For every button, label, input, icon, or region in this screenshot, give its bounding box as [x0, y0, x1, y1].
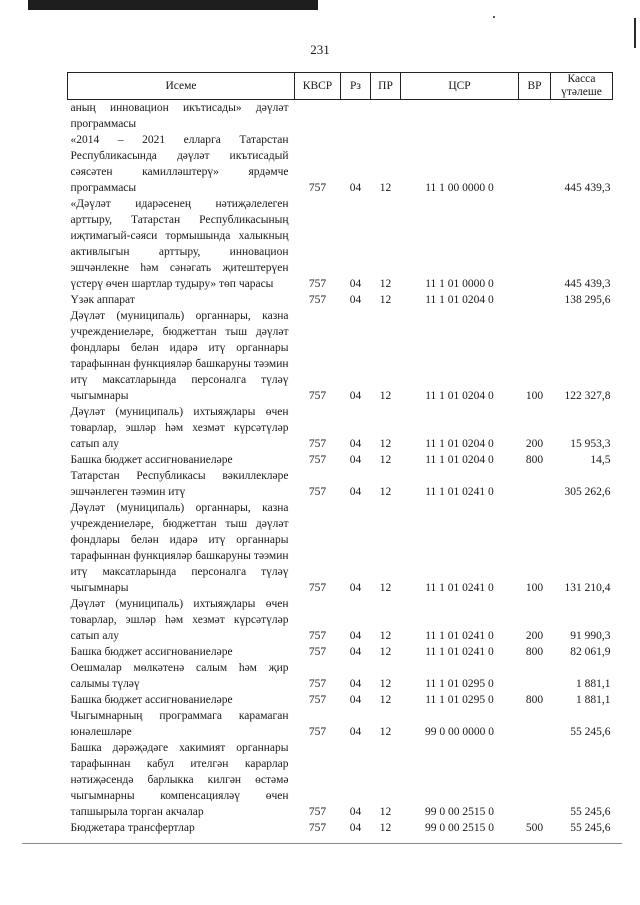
cell-name: Дәүләт (муниципаль) органнары, казна учреждениеләре, бюджеттан тыш дәүләт фондлары белән идарә итү органнары тарафыннан функцияләр башкаруны тәэмин итү максатларында персоналга түләү чыгымнары	[70, 310, 289, 402]
cell-amount: 55 245,6	[570, 822, 611, 834]
table-row	[68, 452, 613, 468]
cell-vr: 800	[525, 646, 544, 658]
cell-amount: 14,5	[590, 454, 611, 466]
cell-pr: 12	[379, 630, 392, 642]
cell-kvsr: 757	[308, 278, 327, 290]
cell-kvsr	[295, 100, 341, 133]
table-row	[68, 404, 613, 452]
cell-csr: 11 1 01 0241 0	[425, 582, 494, 594]
cell-rz: 04	[349, 726, 362, 738]
cell-amount: 445 439,3	[564, 182, 611, 194]
cell-kvsr: 757	[308, 294, 327, 306]
cell-rz: 04	[349, 806, 362, 818]
header-amount: Касса үтәлеше	[551, 73, 613, 100]
cell-pr: 12	[379, 182, 392, 194]
cell-rz: 04	[349, 486, 362, 498]
cell-name: «Дәүләт идарәсенең нәтиҗәлелеген арттыру, Татарстан Республикасының иҗтимагый-сәяси тормышында халыкның активлыгын арттыру, инновацион эшчәнлекне һәм сәнәгать җитештерүен үстерү өчен шартлар тудыру» төп чарасы	[70, 198, 289, 290]
cell-kvsr: 757	[308, 486, 327, 498]
cell-pr: 12	[379, 582, 392, 594]
cell-vr	[519, 708, 551, 740]
cell-csr: 11 1 01 0241 0	[425, 630, 494, 642]
cell-amount: 122 327,8	[564, 390, 611, 402]
cell-csr: 11 1 01 0241 0	[425, 646, 494, 658]
cell-csr: 99 0 00 2515 0	[425, 806, 494, 818]
table-row	[68, 660, 613, 692]
header-pr: ПР	[371, 73, 401, 100]
cell-pr: 12	[379, 694, 392, 706]
cell-pr: 12	[379, 294, 392, 306]
cell-csr: 11 1 01 0204 0	[425, 390, 494, 402]
cell-amount: 91 990,3	[570, 630, 611, 642]
cell-vr: 800	[525, 454, 544, 466]
cell-pr: 12	[379, 486, 392, 498]
cell-rz: 04	[349, 694, 362, 706]
table-row	[68, 692, 613, 708]
cell-vr: 200	[525, 438, 544, 450]
table-row	[68, 468, 613, 500]
cell-vr: 200	[525, 630, 544, 642]
table-row	[68, 596, 613, 644]
cell-csr: 11 1 01 0204 0	[425, 294, 494, 306]
cell-amount: 55 245,6	[570, 806, 611, 818]
cell-amount: 445 439,3	[564, 278, 611, 290]
cell-amount: 1 881,1	[576, 678, 611, 690]
cell-csr: 99 0 00 0000 0	[425, 726, 494, 738]
cell-pr: 12	[379, 438, 392, 450]
cell-amount	[551, 100, 613, 133]
cell-kvsr: 757	[308, 678, 327, 690]
cell-csr: 11 1 01 0295 0	[425, 678, 494, 690]
cell-kvsr: 757	[308, 390, 327, 402]
cell-name: Үзәк аппарат	[70, 294, 135, 306]
cell-amount: 305 262,6	[564, 486, 611, 498]
cell-amount: 131 210,4	[564, 582, 611, 594]
cell-vr: 100	[525, 390, 544, 402]
cell-name: Бюджетара трансфертлар	[70, 822, 195, 834]
cell-rz: 04	[349, 678, 362, 690]
cell-vr	[519, 292, 551, 308]
cell-kvsr: 757	[308, 438, 327, 450]
scan-border-top	[28, 0, 318, 10]
cell-name: Татарстан Республикасы вәкиллекләре эшчәнлеген тәэмин итү	[70, 470, 289, 498]
cell-name: Дәүләт (муниципаль) ихтыяҗлары өчен товарлар, эшләр һәм хезмәт күрсәтүләр сатып алу	[70, 406, 289, 450]
cell-csr: 11 1 01 0000 0	[425, 278, 494, 290]
cell-amount: 55 245,6	[570, 726, 611, 738]
cell-csr: 99 0 00 2515 0	[425, 822, 494, 834]
cell-kvsr: 757	[308, 822, 327, 834]
cell-vr: 100	[525, 582, 544, 594]
cell-amount: 138 295,6	[564, 294, 611, 306]
cell-name: Башка бюджет ассигнованиеләре	[70, 454, 233, 466]
header-vr: ВР	[519, 73, 551, 100]
header-csr: ЦСР	[401, 73, 519, 100]
cell-kvsr: 757	[308, 182, 327, 194]
cell-rz: 04	[349, 294, 362, 306]
cell-vr: 800	[525, 694, 544, 706]
cell-kvsr: 757	[308, 454, 327, 466]
header-rz: Рз	[341, 73, 371, 100]
cell-rz: 04	[349, 630, 362, 642]
table-header	[68, 73, 613, 100]
cell-pr: 12	[379, 726, 392, 738]
cell-kvsr: 757	[308, 694, 327, 706]
cell-kvsr: 757	[308, 646, 327, 658]
cell-name: аның инновацион икътисады» дәүләт программасы	[70, 102, 289, 130]
cell-rz: 04	[349, 454, 362, 466]
cell-kvsr: 757	[308, 582, 327, 594]
cell-name: Башка бюджет ассигнованиеләре	[70, 694, 233, 706]
cell-pr: 12	[379, 454, 392, 466]
scan-speck	[493, 16, 495, 18]
cell-kvsr: 757	[308, 806, 327, 818]
cell-name: Башка дәрәҗәдәге хакимият органнары тарафыннан кабул ителгән карарлар нәтиҗәсендә барлыкка килгән өстәмә чыгымнарны компенсацияләү өчен тапшырыла торган акчалар	[70, 742, 289, 818]
table-row	[68, 500, 613, 596]
cell-pr: 12	[379, 278, 392, 290]
cell-kvsr: 757	[308, 630, 327, 642]
cell-pr: 12	[379, 822, 392, 834]
cell-csr: 11 1 01 0295 0	[425, 694, 494, 706]
cell-rz: 04	[349, 182, 362, 194]
cell-rz: 04	[349, 390, 362, 402]
cell-vr	[519, 196, 551, 292]
page-number: 231	[310, 42, 330, 57]
cell-amount: 15 953,3	[570, 438, 611, 450]
header-kvsr: КВСР	[295, 73, 341, 100]
table-row	[68, 308, 613, 404]
table-row	[68, 820, 613, 836]
cell-pr: 12	[379, 678, 392, 690]
cell-csr: 11 1 01 0204 0	[425, 438, 494, 450]
budget-table	[67, 72, 613, 836]
header-name: Исеме	[68, 73, 295, 100]
cell-vr	[519, 740, 551, 820]
cell-name: «2014 – 2021 елларга Татарстан Республикасында дәүләт икътисадый сәясәтен камилләштерү» ярдәмче программасы	[70, 134, 289, 194]
cell-name: Башка бюджет ассигнованиеләре	[70, 646, 233, 658]
table-row	[68, 132, 613, 196]
cell-amount: 1 881,1	[576, 694, 611, 706]
cell-vr	[519, 660, 551, 692]
cell-name: Дәүләт (муниципаль) органнары, казна учреждениеләре, бюджеттан тыш дәүләт фондлары белән идарә итү органнары тарафыннан функцияләр башкаруны тәэмин итү максатларында персоналга түләү чыгымнары	[70, 502, 289, 594]
cell-vr	[519, 468, 551, 500]
cell-amount: 82 061,9	[570, 646, 611, 658]
table-row	[68, 708, 613, 740]
cell-vr: 500	[525, 822, 544, 834]
table-row	[68, 292, 613, 308]
cell-pr: 12	[379, 646, 392, 658]
page-bottom-rule	[22, 843, 622, 844]
cell-rz: 04	[349, 646, 362, 658]
cell-name: Оешмалар мөлкәтенә салым һәм җир салымы түләү	[70, 662, 289, 690]
cell-name: Чыгымнарның программага карамаган юнәлешләре	[70, 710, 289, 738]
table-body	[68, 100, 613, 837]
cell-pr	[371, 100, 401, 133]
table-row	[68, 740, 613, 820]
cell-csr: 11 1 01 0241 0	[425, 486, 494, 498]
cell-rz: 04	[349, 582, 362, 594]
cell-name: Дәүләт (муниципаль) ихтыяҗлары өчен товарлар, эшләр һәм хезмәт күрсәтүләр сатып алу	[70, 598, 289, 642]
cell-csr	[401, 100, 519, 133]
cell-pr: 12	[379, 390, 392, 402]
cell-rz: 04	[349, 438, 362, 450]
cell-pr: 12	[379, 806, 392, 818]
cell-vr	[519, 132, 551, 196]
table-row	[68, 644, 613, 660]
cell-csr: 11 1 01 0204 0	[425, 454, 494, 466]
table-row	[68, 196, 613, 292]
cell-rz: 04	[349, 278, 362, 290]
table-row	[68, 100, 613, 133]
cell-csr: 11 1 00 0000 0	[425, 182, 494, 194]
cell-rz: 04	[349, 822, 362, 834]
cell-kvsr: 757	[308, 726, 327, 738]
cell-vr	[519, 100, 551, 133]
cell-rz	[341, 100, 371, 133]
